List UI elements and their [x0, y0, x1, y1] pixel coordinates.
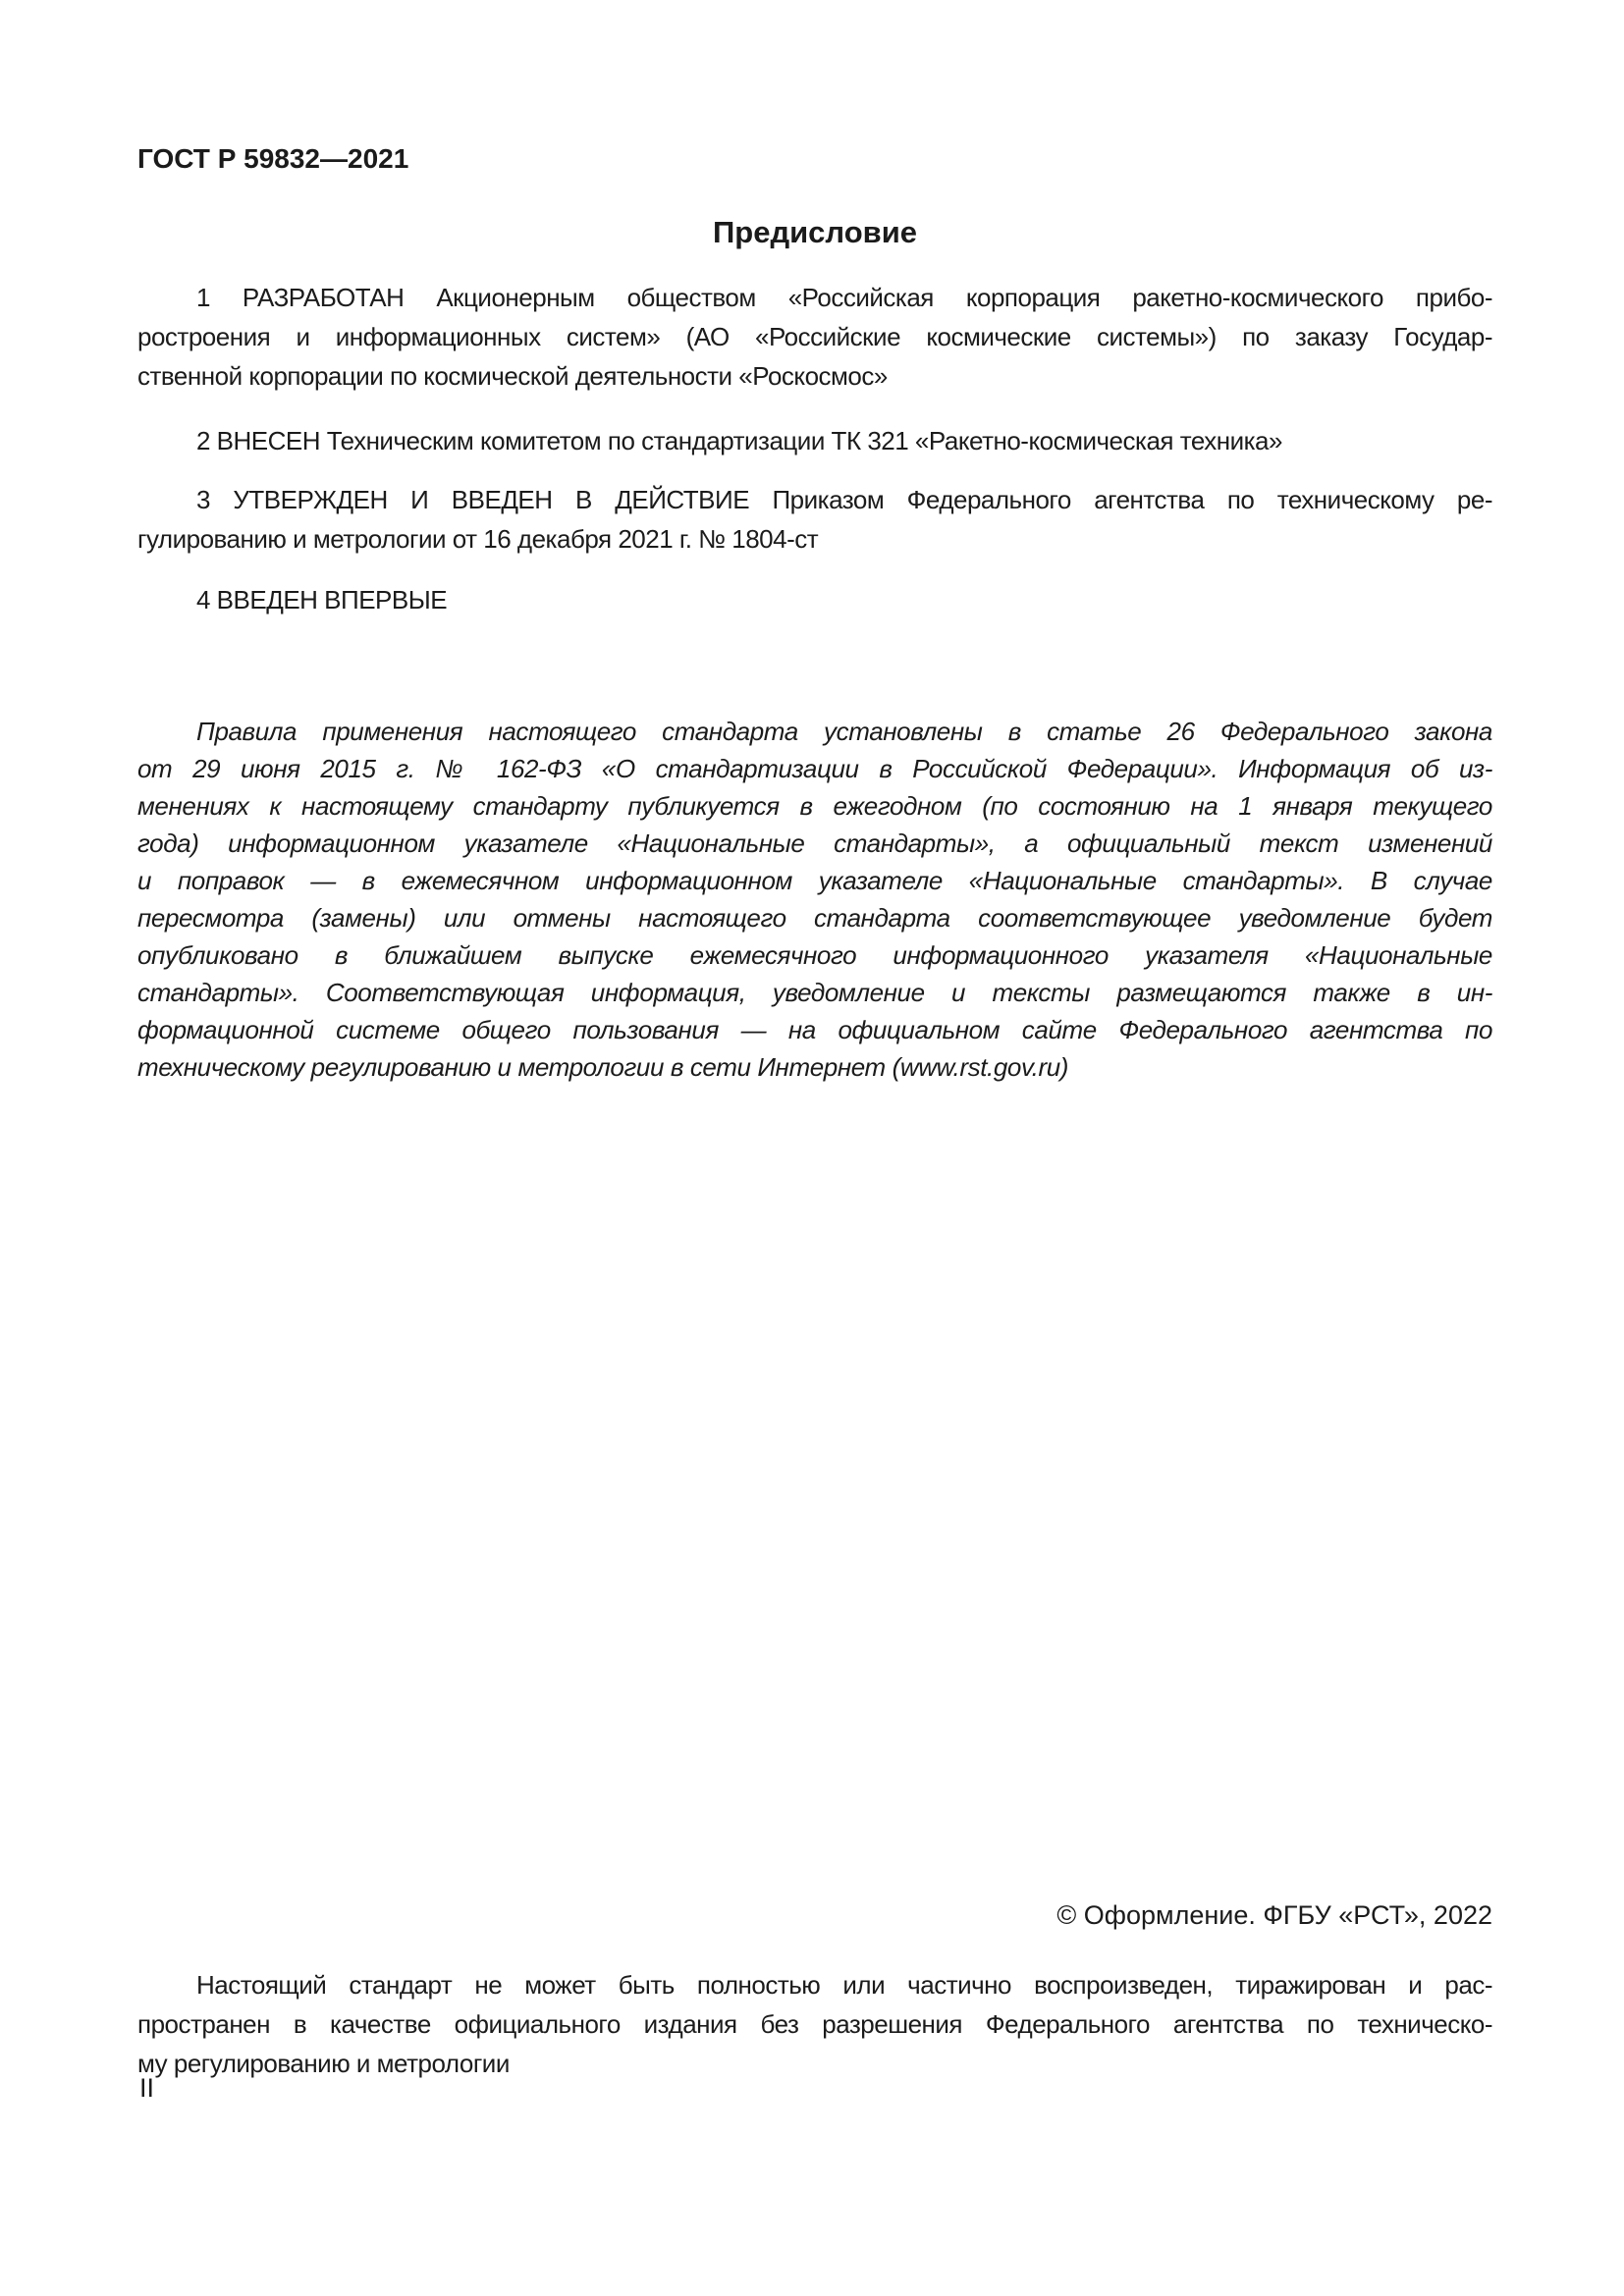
page-number: II: [139, 2073, 155, 2103]
foreword-title: Предисловие: [712, 215, 917, 249]
foreword-item-introduced: [137, 580, 1492, 619]
text-line: 1 РАЗРАБОТАН Акционерным обществом «Российская корпорация ракетно-космического прибо-: [196, 283, 1492, 312]
foreword-item-developed: [137, 278, 1492, 396]
text-line: ственной корпорации по космической деятельности «Роскосмос»: [137, 361, 888, 391]
text-line: ростроения и информационных систем» (АО «Российские космические системы») по заказу Государ-: [137, 322, 1492, 351]
text-line: гулированию и метрологии от 16 декабря 2021 г. № 1804-ст: [137, 524, 819, 554]
text-line: и поправок — в ежемесячном информационном указателе «Национальные стандарты». В случае: [137, 866, 1492, 895]
text-line: техническому регулированию и метрологии в сети Интернет (www.rst.gov.ru): [137, 1052, 1069, 1082]
application-rules-note: [137, 713, 1492, 1086]
text-line: 4 ВВЕДЕН ВПЕРВЫЕ: [196, 585, 448, 614]
foreword-item-submitted: [137, 421, 1492, 460]
text-line: опубликовано в ближайшем выпуске ежемесячного информационного указателя «Национальные: [137, 940, 1492, 970]
text-line: 2 ВНЕСЕН Техническим комитетом по стандартизации ТК 321 «Ракетно-космическая техника»: [196, 426, 1282, 455]
text-line: от 29 июня 2015 г. № 162-ФЗ «О стандартизации в Российской Федерации». Информация об из-: [137, 754, 1492, 783]
text-line: пространен в качестве официального издания без разрешения Федерального агентства по техническо-: [137, 2009, 1492, 2039]
text-line: менениях к настоящему стандарту публикуется в ежегодном (по состоянию на 1 января текущего: [137, 791, 1492, 821]
text-line: стандарты». Соответствующая информация, уведомление и тексты размещаются также в ин-: [137, 978, 1492, 1007]
text-line: 3 УТВЕРЖДЕН И ВВЕДЕН В ДЕЙСТВИЕ Приказом Федерального агентства по техническому ре-: [196, 485, 1492, 514]
text-line: года) информационном указателе «Национальные стандарты», а официальный текст изменений: [137, 828, 1492, 858]
text-line: му регулированию и метрологии: [137, 2049, 510, 2078]
text-line: формационной системе общего пользования — на официальном сайте Федерального агентства по: [137, 1015, 1492, 1044]
text-line: Настоящий стандарт не может быть полностью или частично воспроизведен, тиражирован и рас-: [196, 1970, 1492, 2000]
document-designation: ГОСТ Р 59832—2021: [137, 143, 409, 174]
copyright-line: © Оформление. ФГБУ «РСТ», 2022: [1056, 1900, 1492, 1930]
text-line: пересмотра (замены) или отмены настоящего стандарта соответствующее уведомление будет: [137, 903, 1492, 933]
text-line: Правила применения настоящего стандарта установлены в статье 26 Федерального закона: [196, 717, 1492, 746]
reproduction-restriction-notice: [137, 1965, 1492, 2083]
foreword-item-approved: [137, 480, 1492, 559]
